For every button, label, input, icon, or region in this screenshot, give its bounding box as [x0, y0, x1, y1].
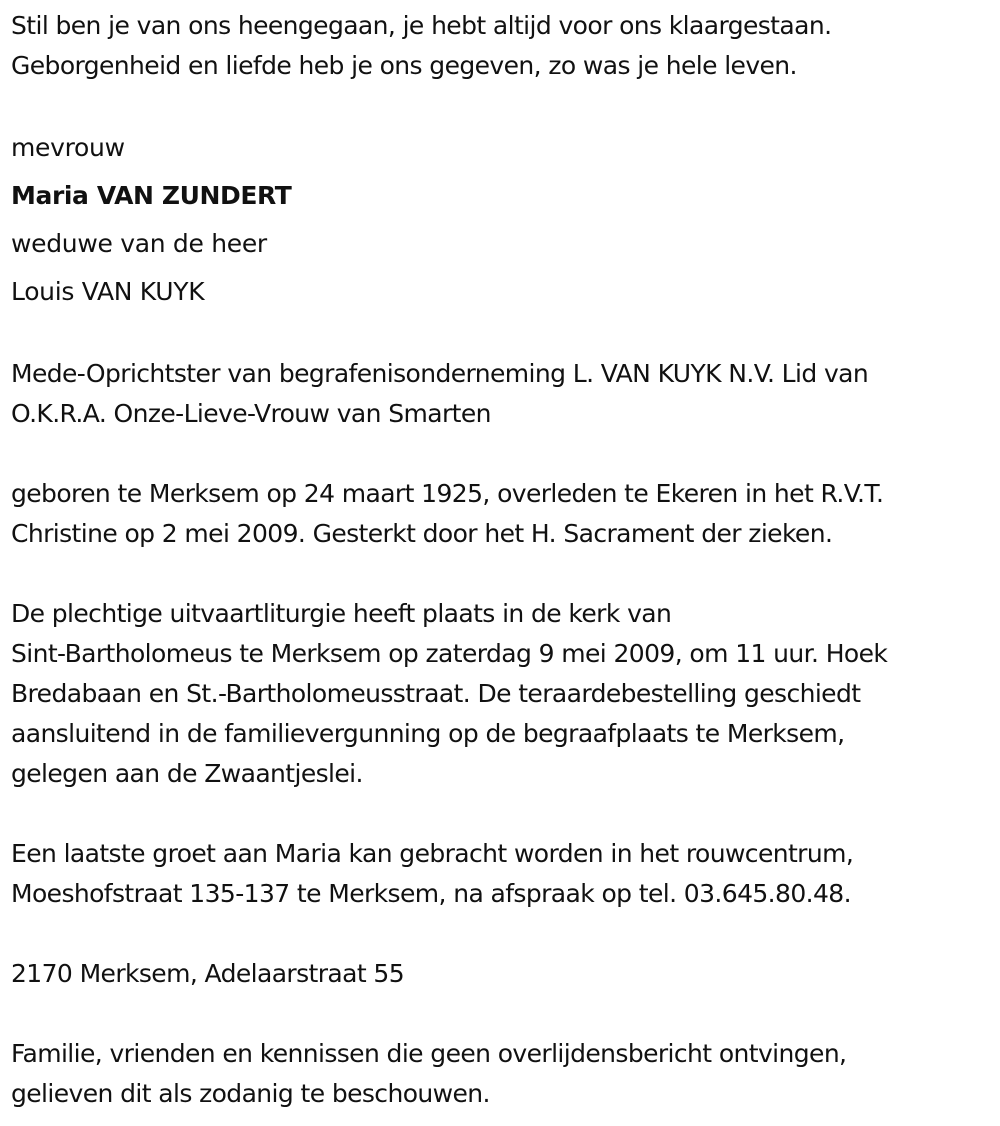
- spouse-name: Louis VAN KUYK: [11, 277, 205, 306]
- deceased-name: Maria VAN ZUNDERT: [11, 181, 292, 210]
- birth-death-line: geboren te Merksem op 24 maart 1925, overleden te Ekeren in het R.V.T.: [11, 479, 884, 508]
- funeral-line: aansluitend in de familievergunning op de begraafplaats te Merksem,: [11, 719, 845, 748]
- obituary-notice: [11, 0, 996, 1114]
- roles-block: [11, 354, 996, 434]
- funeral-block: [11, 594, 996, 794]
- spacer: [11, 794, 996, 834]
- farewell-line: Moeshofstraat 135-137 te Merksem, na afspraak op tel. 03.645.80.48.: [11, 879, 851, 908]
- title-prefix: mevrouw: [11, 133, 125, 162]
- birth-death-block: [11, 474, 996, 554]
- birth-death-line: Christine op 2 mei 2009. Gesterkt door het H. Sacrament der zieken.: [11, 519, 833, 548]
- spacer: [11, 434, 996, 474]
- spacer: [11, 554, 996, 594]
- farewell-block: [11, 834, 996, 914]
- funeral-line: Sint-Bartholomeus te Merksem op zaterdag 9 mei 2009, om 11 uur. Hoek: [11, 639, 888, 668]
- spacer: [11, 316, 996, 354]
- notice-line: Familie, vrienden en kennissen die geen overlijdensbericht ontvingen,: [11, 1039, 847, 1068]
- relation-text: weduwe van de heer: [11, 229, 267, 258]
- notice-block: [11, 1034, 996, 1114]
- spacer: [11, 914, 996, 954]
- roles-line: O.K.R.A. Onze-Lieve-Vrouw van Smarten: [11, 399, 491, 428]
- funeral-line: De plechtige uitvaartliturgie heeft plaats in de kerk van: [11, 599, 672, 628]
- spacer: [11, 86, 996, 124]
- deceased-block: [11, 124, 996, 316]
- poem-line: Geborgenheid en liefde heb je ons gegeven, zo was je hele leven.: [11, 51, 797, 80]
- home-address: 2170 Merksem, Adelaarstraat 55: [11, 959, 405, 988]
- funeral-line: gelegen aan de Zwaantjeslei.: [11, 759, 363, 788]
- funeral-line: Bredabaan en St.-Bartholomeusstraat. De teraardebestelling geschiedt: [11, 679, 861, 708]
- spacer: [11, 994, 996, 1034]
- notice-line: gelieven dit als zodanig te beschouwen.: [11, 1079, 490, 1108]
- poem-line: Stil ben je van ons heengegaan, je hebt altijd voor ons klaargestaan.: [11, 11, 832, 40]
- roles-line: Mede-Oprichtster van begrafenisonderneming L. VAN KUYK N.V. Lid van: [11, 359, 869, 388]
- farewell-line: Een laatste groet aan Maria kan gebracht worden in het rouwcentrum,: [11, 839, 854, 868]
- poem-block: [11, 6, 996, 86]
